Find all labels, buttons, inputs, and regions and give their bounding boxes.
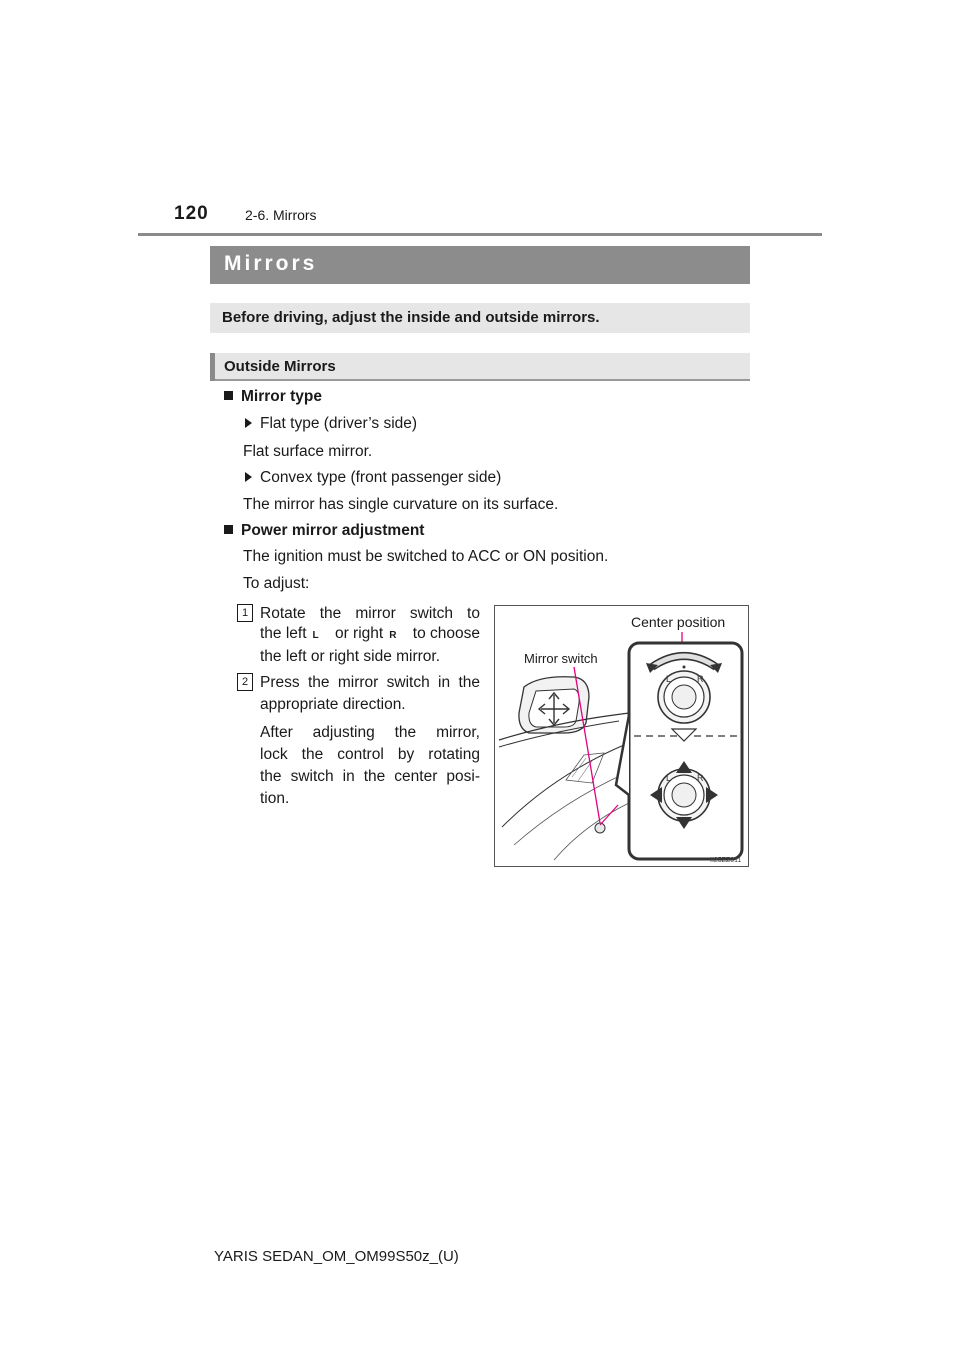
step-2-line-6: tion. [260, 790, 290, 807]
subheading-accent [210, 353, 215, 381]
subheading-text: Outside Mirrors [224, 358, 336, 375]
step-1-line-2: the left L or right R to choose [260, 625, 480, 642]
svg-text:R: R [697, 674, 704, 684]
mirror-switch-label: Mirror switch [524, 651, 598, 666]
svg-text:L: L [666, 773, 672, 783]
convex-type-item: Convex type (front passenger side) [245, 469, 501, 487]
step-1-line-3: the left or right side mirror. [260, 648, 441, 665]
step-2-line-4: lock the control by rotating [260, 746, 480, 763]
svg-text:L: L [666, 674, 672, 684]
header-rule [138, 233, 822, 236]
flat-type-item: Flat type (driver’s side) [245, 415, 417, 433]
to-adjust-label: To adjust: [243, 575, 310, 592]
right-glyph: R [389, 630, 397, 641]
adjustment-note: The ignition must be switched to ACC or ON position. [243, 548, 609, 565]
page-title: Mirrors [224, 252, 318, 275]
step-1-number: 1 [237, 604, 253, 622]
title-bar [210, 246, 750, 284]
step-1-line-1: Rotate the mirror switch to [260, 605, 480, 622]
svg-text:R: R [697, 773, 704, 783]
triangle-bullet-icon [245, 472, 252, 482]
mirror-switch-figure [494, 605, 749, 867]
convex-type-description: The mirror has single curvature on its surface. [243, 496, 559, 513]
intro-text: Before driving, adjust the inside and outside mirrors. [222, 309, 600, 326]
triangle-bullet-icon [245, 418, 252, 428]
flat-type-description: Flat surface mirror. [243, 443, 373, 460]
step-2-line-1: Press the mirror switch in the [260, 674, 480, 691]
center-position-label: Center position [631, 614, 726, 630]
intro-box [210, 303, 750, 333]
step-2-line-5: the switch in the center posi- [260, 768, 480, 785]
figure-code: II25ZZ011 [710, 857, 742, 864]
footer-code: YARIS SEDAN_OM_OM99S50z_(U) [214, 1248, 459, 1265]
subheading-bar [210, 353, 750, 381]
square-bullet-icon [224, 391, 233, 400]
step-2-line-2: appropriate direction. [260, 696, 406, 713]
adjustment-heading: Power mirror adjustment [224, 522, 424, 540]
mirror-type-heading: Mirror type [224, 388, 322, 406]
square-bullet-icon [224, 525, 233, 534]
page-number: 120 [174, 203, 209, 224]
step-2-number: 2 [237, 673, 253, 691]
step-2-line-3: After adjusting the mirror, [260, 724, 480, 741]
left-glyph: L [312, 630, 319, 641]
section-label: 2-6. Mirrors [245, 207, 317, 223]
